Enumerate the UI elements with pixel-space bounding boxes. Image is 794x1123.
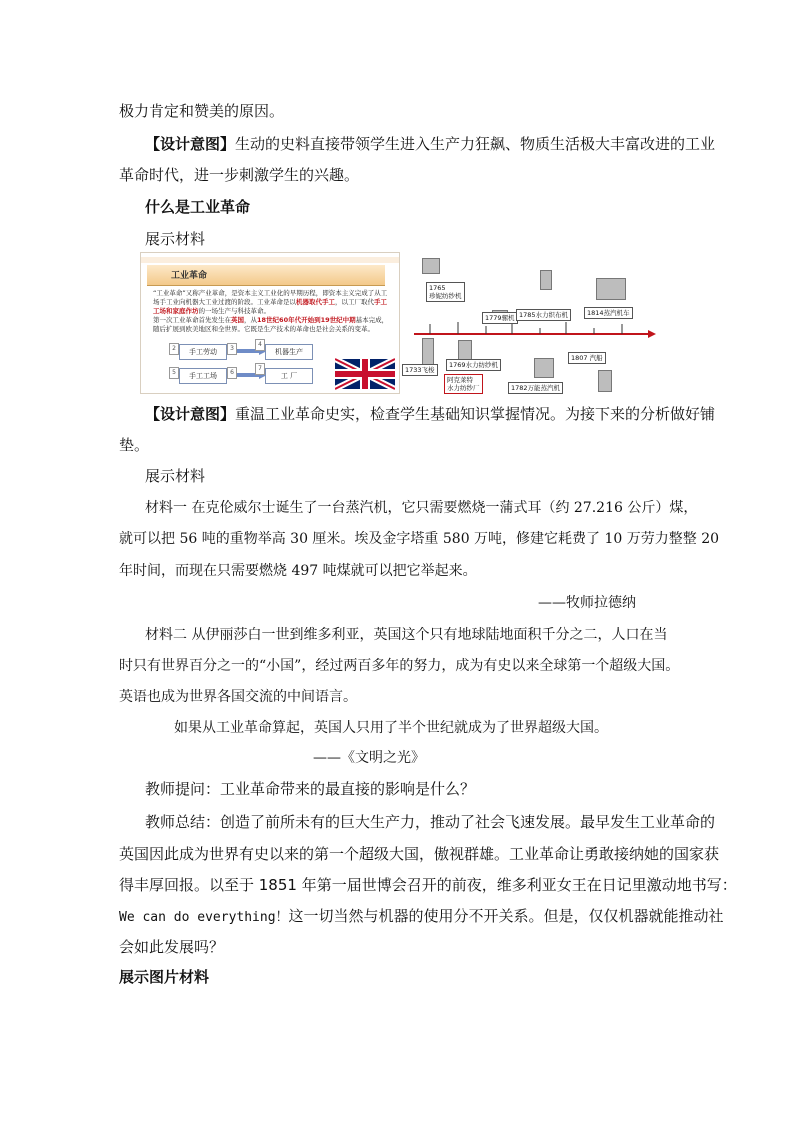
- slide-title: 工业革命: [171, 271, 208, 281]
- design-intent-tag: 【设计意图】: [145, 135, 236, 153]
- industrial-revolution-timeline: [400, 252, 660, 398]
- machine-image: [540, 270, 552, 290]
- slide-number: 7: [255, 363, 265, 375]
- material-two-line: 材料二 从伊丽莎白一世到维多利亚，英国这个只有地球陆地面积千分之二，人口在当: [145, 627, 668, 643]
- material-two-line: 时只有世界百分之一的“小国”，经过两百多年的努力，成为有史以来全球第一个超级大国。: [119, 658, 680, 674]
- teacher-question: 教师提问：工业革命带来的最直接的影响是什么？: [145, 780, 476, 798]
- slide-text: “工业革命”又称产业革命，是资本主义工业化的早期历程，即资本主义完成了从工场手工业向机器大工业过渡的阶段。工业革命是以机器取代手工，以工厂取代手工工场和家庭作坊的一场生产与科技革命。 第一次工业革命首先发生在英国，从18世纪60年代开始到19世纪中期基本完成，随后扩展到欧美地区和全世界。它既是生产技术的革命也是社会关系的变革。: [153, 289, 389, 333]
- slide-number: 3: [227, 343, 237, 355]
- slide-box-manual-labor: 手工劳动: [179, 344, 227, 360]
- timeline-label: 1779骡机: [482, 312, 518, 324]
- material-one-source: ——牧师拉德纳: [538, 595, 636, 611]
- union-jack-flag-icon: [335, 358, 395, 390]
- teacher-summary-line: We can do everything！这一切当然与机器的使用分不开关系。但是，仅仅机器就能推动社: [119, 907, 724, 925]
- design-intent-1: [145, 134, 715, 154]
- timeline-label: 1733飞梭: [402, 364, 438, 376]
- paragraph-line: 生动的史料直接带领学生进入生产力狂飙、物质生活极大丰富改进的工业: [235, 135, 716, 153]
- paragraph-line: 极力肯定和赞美的原因。: [119, 102, 285, 120]
- paragraph-line: 重温工业革命史实，检查学生基础知识掌握情况。为接下来的分析做好铺: [235, 405, 716, 423]
- machine-image: [422, 338, 434, 366]
- show-material-label: 展示材料: [145, 467, 206, 485]
- material-two-line: 如果从工业革命算起，英国人只用了半个世纪就成为了世界超级大国。: [174, 720, 608, 736]
- slide-number: 2: [169, 343, 179, 355]
- teacher-summary-line: 英国因此成为世界有史以来的第一个超级大国，傲视群雄。工业革命让勇敢接纳她的国家获: [119, 845, 720, 863]
- machine-image: [458, 340, 472, 360]
- timeline-label: 1765 珍妮纺纱机: [426, 282, 465, 302]
- machine-image: [534, 358, 554, 378]
- timeline-label: 1785水力织布机: [516, 309, 571, 321]
- slide-number: 5: [169, 367, 179, 379]
- slide-number: 4: [255, 339, 265, 351]
- timeline-label: 1782万能蒸汽机: [508, 382, 563, 394]
- timeline-label: 1814蒸汽机车: [584, 307, 633, 319]
- timeline-label: 1769水力纺纱机: [446, 359, 501, 371]
- material-one-line: 就可以把 56 吨的重物举高 30 厘米。埃及金字塔重 580 万吨，修建它耗费了 10 万劳力整整 20: [119, 531, 720, 547]
- slide-box-factory: 工 厂: [265, 368, 313, 384]
- paragraph-line: 垫。: [119, 436, 150, 454]
- slide-number: 6: [227, 367, 237, 379]
- industrial-revolution-slide: [140, 252, 400, 394]
- design-intent-tag: 【设计意图】: [145, 405, 236, 423]
- material-one-line: 材料一 在克伦威尔士诞生了一台蒸汽机，它只需要燃烧一蒲式耳（约 27.216 公斤）煤，: [145, 500, 698, 516]
- machine-image: [596, 278, 626, 300]
- section-heading: 展示图片材料: [119, 968, 210, 986]
- material-two-line: 英语也成为世界各国交流的中间语言。: [119, 689, 357, 705]
- timeline-label: 阿克莱特 水力纺纱厂: [444, 374, 483, 394]
- paragraph-line: 革命时代，进一步刺激学生的兴趣。: [119, 166, 360, 184]
- slide-box-machine-production: 机器生产: [265, 344, 313, 360]
- material-two-source: ——《文明之光》: [313, 750, 425, 766]
- timeline-label: 1807 汽船: [568, 352, 606, 364]
- machine-image: [422, 258, 440, 274]
- section-heading: 什么是工业革命: [145, 198, 251, 216]
- material-one-line: 年时间，而现在只需要燃烧 497 吨煤就可以把它举起来。: [119, 563, 477, 579]
- show-material-label: 展示材料: [145, 230, 206, 248]
- machine-image: [598, 370, 612, 392]
- teacher-summary-line: 会如此发展吗？: [119, 938, 225, 956]
- design-intent-2: [145, 404, 715, 424]
- teacher-summary-line: 教师总结：创造了前所未有的巨大生产力，推动了社会飞速发展。最早发生工业革命的: [145, 813, 716, 831]
- slide-box-workshop: 手工工场: [179, 368, 227, 384]
- teacher-summary-line: 得丰厚回报。以至于 1851 年第一届世博会召开的前夜，维多利亚女王在日记里激动地书写：: [119, 876, 737, 894]
